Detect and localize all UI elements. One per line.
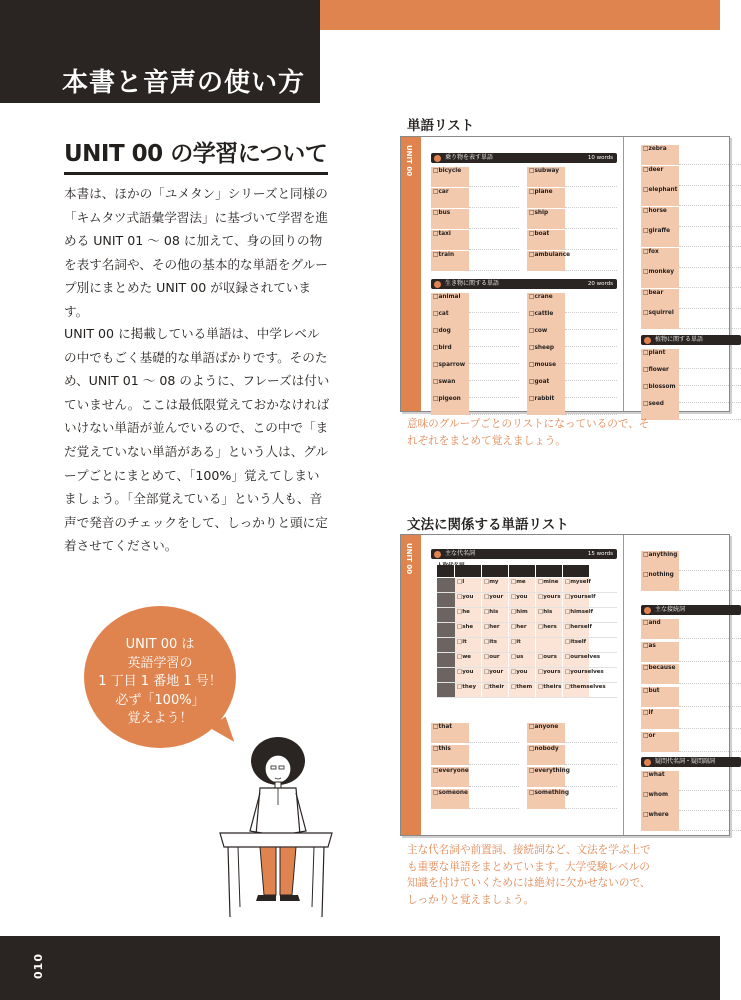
table-row <box>437 668 617 683</box>
word-label: □train <box>431 251 469 271</box>
grammar-list-spread <box>400 534 730 836</box>
pronoun-cell: □itself <box>563 638 590 652</box>
word-entry <box>527 188 617 208</box>
word-meaning-area <box>679 145 741 165</box>
word-meaning-area <box>679 207 741 227</box>
row-side-label <box>437 638 455 652</box>
word-meaning-area <box>679 551 741 571</box>
pronoun-cell: □his <box>482 608 509 622</box>
word-meaning-area <box>679 709 741 729</box>
word-label: □cow <box>527 327 565 347</box>
word-entry <box>641 642 741 662</box>
word-entry <box>431 209 519 229</box>
word-meaning-area <box>679 227 741 247</box>
pronoun-cell: □your <box>482 593 509 607</box>
word-label: □bicycle <box>431 167 469 187</box>
pronoun-cell: □himself <box>563 608 590 622</box>
word-entry <box>431 395 519 415</box>
word-entry <box>641 268 741 288</box>
word-meaning-area <box>469 188 519 208</box>
word-entry <box>527 209 617 229</box>
word-entry <box>431 251 519 271</box>
pronoun-cell: □yourself <box>563 593 590 607</box>
pronoun-cell: □myself <box>563 578 590 592</box>
row-side-label <box>437 623 455 637</box>
word-label: □taxi <box>431 230 469 250</box>
word-label: □giraffe <box>641 227 679 247</box>
student-at-desk-illustration <box>216 735 366 920</box>
bubble-line: UNIT 00 は <box>125 637 195 652</box>
word-meaning-area <box>565 745 617 765</box>
word-entry <box>431 230 519 250</box>
word-meaning-area <box>565 251 617 271</box>
word-label: □but <box>641 687 679 707</box>
word-label: □bird <box>431 344 469 364</box>
pronoun-cell: □her <box>509 623 536 637</box>
word-label: □this <box>431 745 469 765</box>
word-label: □nobody <box>527 745 565 765</box>
word-label: □dog <box>431 327 469 347</box>
word-entry <box>431 167 519 187</box>
word-meaning-area <box>679 642 741 662</box>
word-meaning-area <box>469 167 519 187</box>
pronoun-cell: □mine <box>536 578 563 592</box>
word-label: □swan <box>431 378 469 398</box>
page-gutter <box>623 137 624 411</box>
word-entry <box>641 207 741 227</box>
pronoun-cell: □they <box>455 683 482 697</box>
word-entry <box>527 789 617 809</box>
word-label: □cat <box>431 310 469 330</box>
grammar-list-caption: 主な代名詞や前置詞、接続詞など、文法を学ぶ上でも重要な単語をまとめています。大学受験レベルの知識を付けていくためには絶対に欠かせないので、しっかりと覚えましょう。 <box>407 844 651 906</box>
header-cell <box>482 565 509 577</box>
pronoun-cell: □you <box>455 668 482 682</box>
group-header: 主な接続詞 <box>641 605 741 615</box>
pronoun-cell: □yours <box>536 668 563 682</box>
pronoun-cell: □yourselves <box>563 668 590 682</box>
word-meaning-area <box>679 811 741 831</box>
group-number-badge <box>434 155 441 162</box>
pronoun-cell: □you <box>509 593 536 607</box>
group-header: 生き物に関する単語 20 words <box>431 279 617 289</box>
word-meaning-area <box>679 268 741 288</box>
word-label: □and <box>641 619 679 639</box>
word-meaning-area <box>565 789 617 809</box>
word-meaning-area <box>469 767 519 787</box>
pronoun-cell: □she <box>455 623 482 637</box>
row-side-label <box>437 593 455 607</box>
pronoun-cell: □its <box>482 638 509 652</box>
word-meaning-area <box>679 687 741 707</box>
pronoun-cell: □theirs <box>536 683 563 697</box>
bubble-line: 英語学習の <box>127 655 193 671</box>
word-entry <box>431 767 519 787</box>
pronoun-cell: □it <box>455 638 482 652</box>
word-entry <box>641 791 741 811</box>
pronoun-table-header <box>437 565 617 577</box>
pronoun-cell: □my <box>482 578 509 592</box>
word-meaning-area <box>679 400 741 420</box>
page-title: 本書と音声の使い方 <box>62 68 306 98</box>
word-label: □whom <box>641 791 679 811</box>
word-meaning-area <box>469 230 519 250</box>
word-label: □horse <box>641 207 679 227</box>
table-row <box>437 593 617 608</box>
page-number: 010 <box>32 953 45 979</box>
word-label: □animal <box>431 293 469 313</box>
word-label: □bus <box>431 209 469 229</box>
pronoun-cell: □you <box>509 668 536 682</box>
word-label: □deer <box>641 166 679 186</box>
word-meaning-area <box>679 791 741 811</box>
group-number-badge <box>644 337 651 344</box>
group-number-badge <box>644 607 651 614</box>
heading-underline <box>64 172 328 175</box>
pronoun-cell: □ourselves <box>563 653 590 667</box>
row-side-label <box>437 683 455 697</box>
word-label: □sparrow <box>431 361 469 381</box>
word-label: □where <box>641 811 679 831</box>
word-entry <box>641 145 741 165</box>
word-label: □pigeon <box>431 395 469 415</box>
word-label: □bear <box>641 289 679 309</box>
word-entry <box>527 230 617 250</box>
word-entry <box>641 309 741 329</box>
pronoun-cell: □I <box>455 578 482 592</box>
word-label: □squirrel <box>641 309 679 329</box>
word-entry <box>527 767 617 787</box>
word-label: □nothing <box>641 571 679 591</box>
word-label: □car <box>431 188 469 208</box>
word-meaning-area <box>565 230 617 250</box>
row-side-label <box>437 608 455 622</box>
word-label: □fox <box>641 248 679 268</box>
word-meaning-area <box>469 251 519 271</box>
word-label: □if <box>641 709 679 729</box>
unit-heading: UNIT 00 の学習について <box>64 141 328 167</box>
word-entry <box>641 186 741 206</box>
word-meaning-area <box>679 771 741 791</box>
word-label: □subway <box>527 167 565 187</box>
word-entry <box>641 771 741 791</box>
word-label: □everything <box>527 767 565 787</box>
detail-paragraph: UNIT 00 に掲載している単語は、中学レベルの中でもごく基礎的な単語ばかりです。そのため、UNIT 01 ～ 08 のように、フレーズは付いていません。ここは最低限覚えておかなければいけない単語が並んでいるので、この中で「まだ覚えていない単語がある」という人は、グループごとにまとめて、「100%」覚えてしまいましょう。「全部覚えている」という人も、音声で発音のチェックをして、しっかりと頭に定着させてください。 <box>64 326 330 554</box>
group-number-badge <box>644 759 651 766</box>
unit-tab: UNIT 00 <box>401 535 421 835</box>
page-gutter <box>623 535 624 835</box>
word-meaning-area <box>679 166 741 186</box>
word-label: □elephant <box>641 186 679 206</box>
word-entry <box>527 395 617 415</box>
word-entry <box>641 289 741 309</box>
pronoun-cell: □them <box>509 683 536 697</box>
table-row <box>437 638 617 653</box>
word-entry <box>641 571 741 591</box>
word-meaning-area <box>679 186 741 206</box>
word-meaning-area <box>469 209 519 229</box>
word-label: □that <box>431 723 469 743</box>
word-meaning-area <box>469 723 519 743</box>
word-meaning-area <box>679 571 741 591</box>
word-entry <box>641 687 741 707</box>
word-label: □flower <box>641 366 679 386</box>
pronoun-cell: □his <box>536 608 563 622</box>
word-entry <box>431 723 519 743</box>
word-meaning-area <box>469 745 519 765</box>
pronoun-cell: □it <box>509 638 536 652</box>
pronoun-cell: □him <box>509 608 536 622</box>
pronoun-cell: □me <box>509 578 536 592</box>
header-cell <box>437 565 455 577</box>
pronoun-cell: □themselves <box>563 683 590 697</box>
word-label: □ship <box>527 209 565 229</box>
bubble-line: 覚えよう！ <box>127 711 193 726</box>
pronoun-cell: □you <box>455 593 482 607</box>
word-entry <box>641 732 741 752</box>
word-meaning-area <box>565 167 617 187</box>
pronoun-cell: □we <box>455 653 482 667</box>
bubble-line: 必ず「100%」 <box>115 692 205 708</box>
word-label: □everyone <box>431 767 469 787</box>
word-entry <box>527 251 617 271</box>
pronoun-cell: □their <box>482 683 509 697</box>
word-meaning-area <box>679 664 741 684</box>
word-label: □as <box>641 642 679 662</box>
word-label: □or <box>641 732 679 752</box>
word-label: □seed <box>641 400 679 420</box>
word-label: □anyone <box>527 723 565 743</box>
word-meaning-area <box>565 395 617 415</box>
pronoun-cell: □our <box>482 653 509 667</box>
pronoun-cell: □he <box>455 608 482 622</box>
table-row <box>437 653 617 668</box>
group-header: 疑問代名詞・疑問副詞 <box>641 757 741 767</box>
word-label: □boat <box>527 230 565 250</box>
word-entry <box>641 709 741 729</box>
word-label: □cattle <box>527 310 565 330</box>
unit-tab: UNIT 00 <box>401 137 421 411</box>
table-row <box>437 608 617 623</box>
intro-paragraph: 本書は、ほかの「ユメタン」シリーズと同様の「キムタツ式語彙学習法」に基づいて学習を進める UNIT 01 ～ 08 に加えて、身の回りの物を表す名詞や、その他の基本的な単語をグループ別にまとめた UNIT 00 が収録されています。 <box>64 186 328 319</box>
word-label: □sheep <box>527 344 565 364</box>
section-title-grammar-list: 文法に関係する単語リスト <box>407 517 569 533</box>
word-label: □monkey <box>641 268 679 288</box>
word-meaning-area <box>565 723 617 743</box>
word-entry <box>527 745 617 765</box>
word-meaning-area <box>679 309 741 329</box>
row-side-label <box>437 578 455 592</box>
word-list-spread <box>400 136 730 412</box>
table-row <box>437 683 617 698</box>
word-label: □mouse <box>527 361 565 381</box>
word-entry <box>431 188 519 208</box>
group-number-badge <box>434 281 441 288</box>
word-meaning-area <box>469 395 519 415</box>
row-side-label <box>437 668 455 682</box>
section-title-word-list: 単語リスト <box>407 118 475 134</box>
word-meaning-area <box>679 732 741 752</box>
bottom-bar <box>0 936 720 1000</box>
word-meaning-area <box>679 248 741 268</box>
top-accent-bar <box>320 0 720 30</box>
word-label: □someone <box>431 789 469 809</box>
title-block <box>0 0 320 103</box>
word-label: □because <box>641 664 679 684</box>
pronoun-cell: □her <box>482 623 509 637</box>
word-entry <box>431 789 519 809</box>
word-label: □plane <box>527 188 565 208</box>
pronoun-cell: □ours <box>536 653 563 667</box>
word-meaning-area <box>679 289 741 309</box>
header-cell <box>455 565 482 577</box>
header-cell <box>563 565 590 577</box>
pronoun-cell: □your <box>482 668 509 682</box>
pronoun-cell: □us <box>509 653 536 667</box>
table-row <box>437 623 617 638</box>
word-meaning-area <box>679 619 741 639</box>
word-entry <box>527 167 617 187</box>
pronoun-cell <box>536 638 563 652</box>
word-entry <box>641 227 741 247</box>
word-meaning-area <box>565 767 617 787</box>
group-number-badge <box>434 551 441 558</box>
pronoun-cell: □hers <box>536 623 563 637</box>
word-label: □goat <box>527 378 565 398</box>
bubble-line: 1 丁目 1 番地 1 号！ <box>98 674 222 689</box>
word-entry <box>527 723 617 743</box>
word-meaning-area <box>469 789 519 809</box>
word-meaning-area <box>565 188 617 208</box>
row-side-label <box>437 653 455 667</box>
word-label: □something <box>527 789 565 809</box>
word-label: □what <box>641 771 679 791</box>
word-entry <box>641 166 741 186</box>
word-label: □rabbit <box>527 395 565 415</box>
word-label: □blossom <box>641 383 679 403</box>
pronoun-cell: □yours <box>536 593 563 607</box>
header-cell <box>509 565 536 577</box>
group-header: 乗り物を表す単語 10 words <box>431 153 617 163</box>
group-header: 植物に関する単語 <box>641 335 741 345</box>
word-entry <box>641 619 741 639</box>
word-entry <box>641 811 741 831</box>
pronoun-table <box>437 565 617 713</box>
group-header: 主な代名詞 15 words <box>431 549 617 559</box>
word-entry <box>431 745 519 765</box>
speech-bubble-text <box>84 636 236 729</box>
word-label: □zebra <box>641 145 679 165</box>
word-entry <box>641 248 741 268</box>
word-entry <box>641 551 741 571</box>
table-row <box>437 578 617 593</box>
word-list-caption: 意味のグループごとのリストになっているので、それぞれをまとめて覚えましょう。 <box>407 418 650 447</box>
header-cell <box>536 565 563 577</box>
word-meaning-area <box>565 209 617 229</box>
word-label: □ambulance <box>527 251 565 271</box>
pronoun-cell: □herself <box>563 623 590 637</box>
word-label: □plant <box>641 349 679 369</box>
word-entry <box>641 664 741 684</box>
word-label: □crane <box>527 293 565 313</box>
word-label: □anything <box>641 551 679 571</box>
